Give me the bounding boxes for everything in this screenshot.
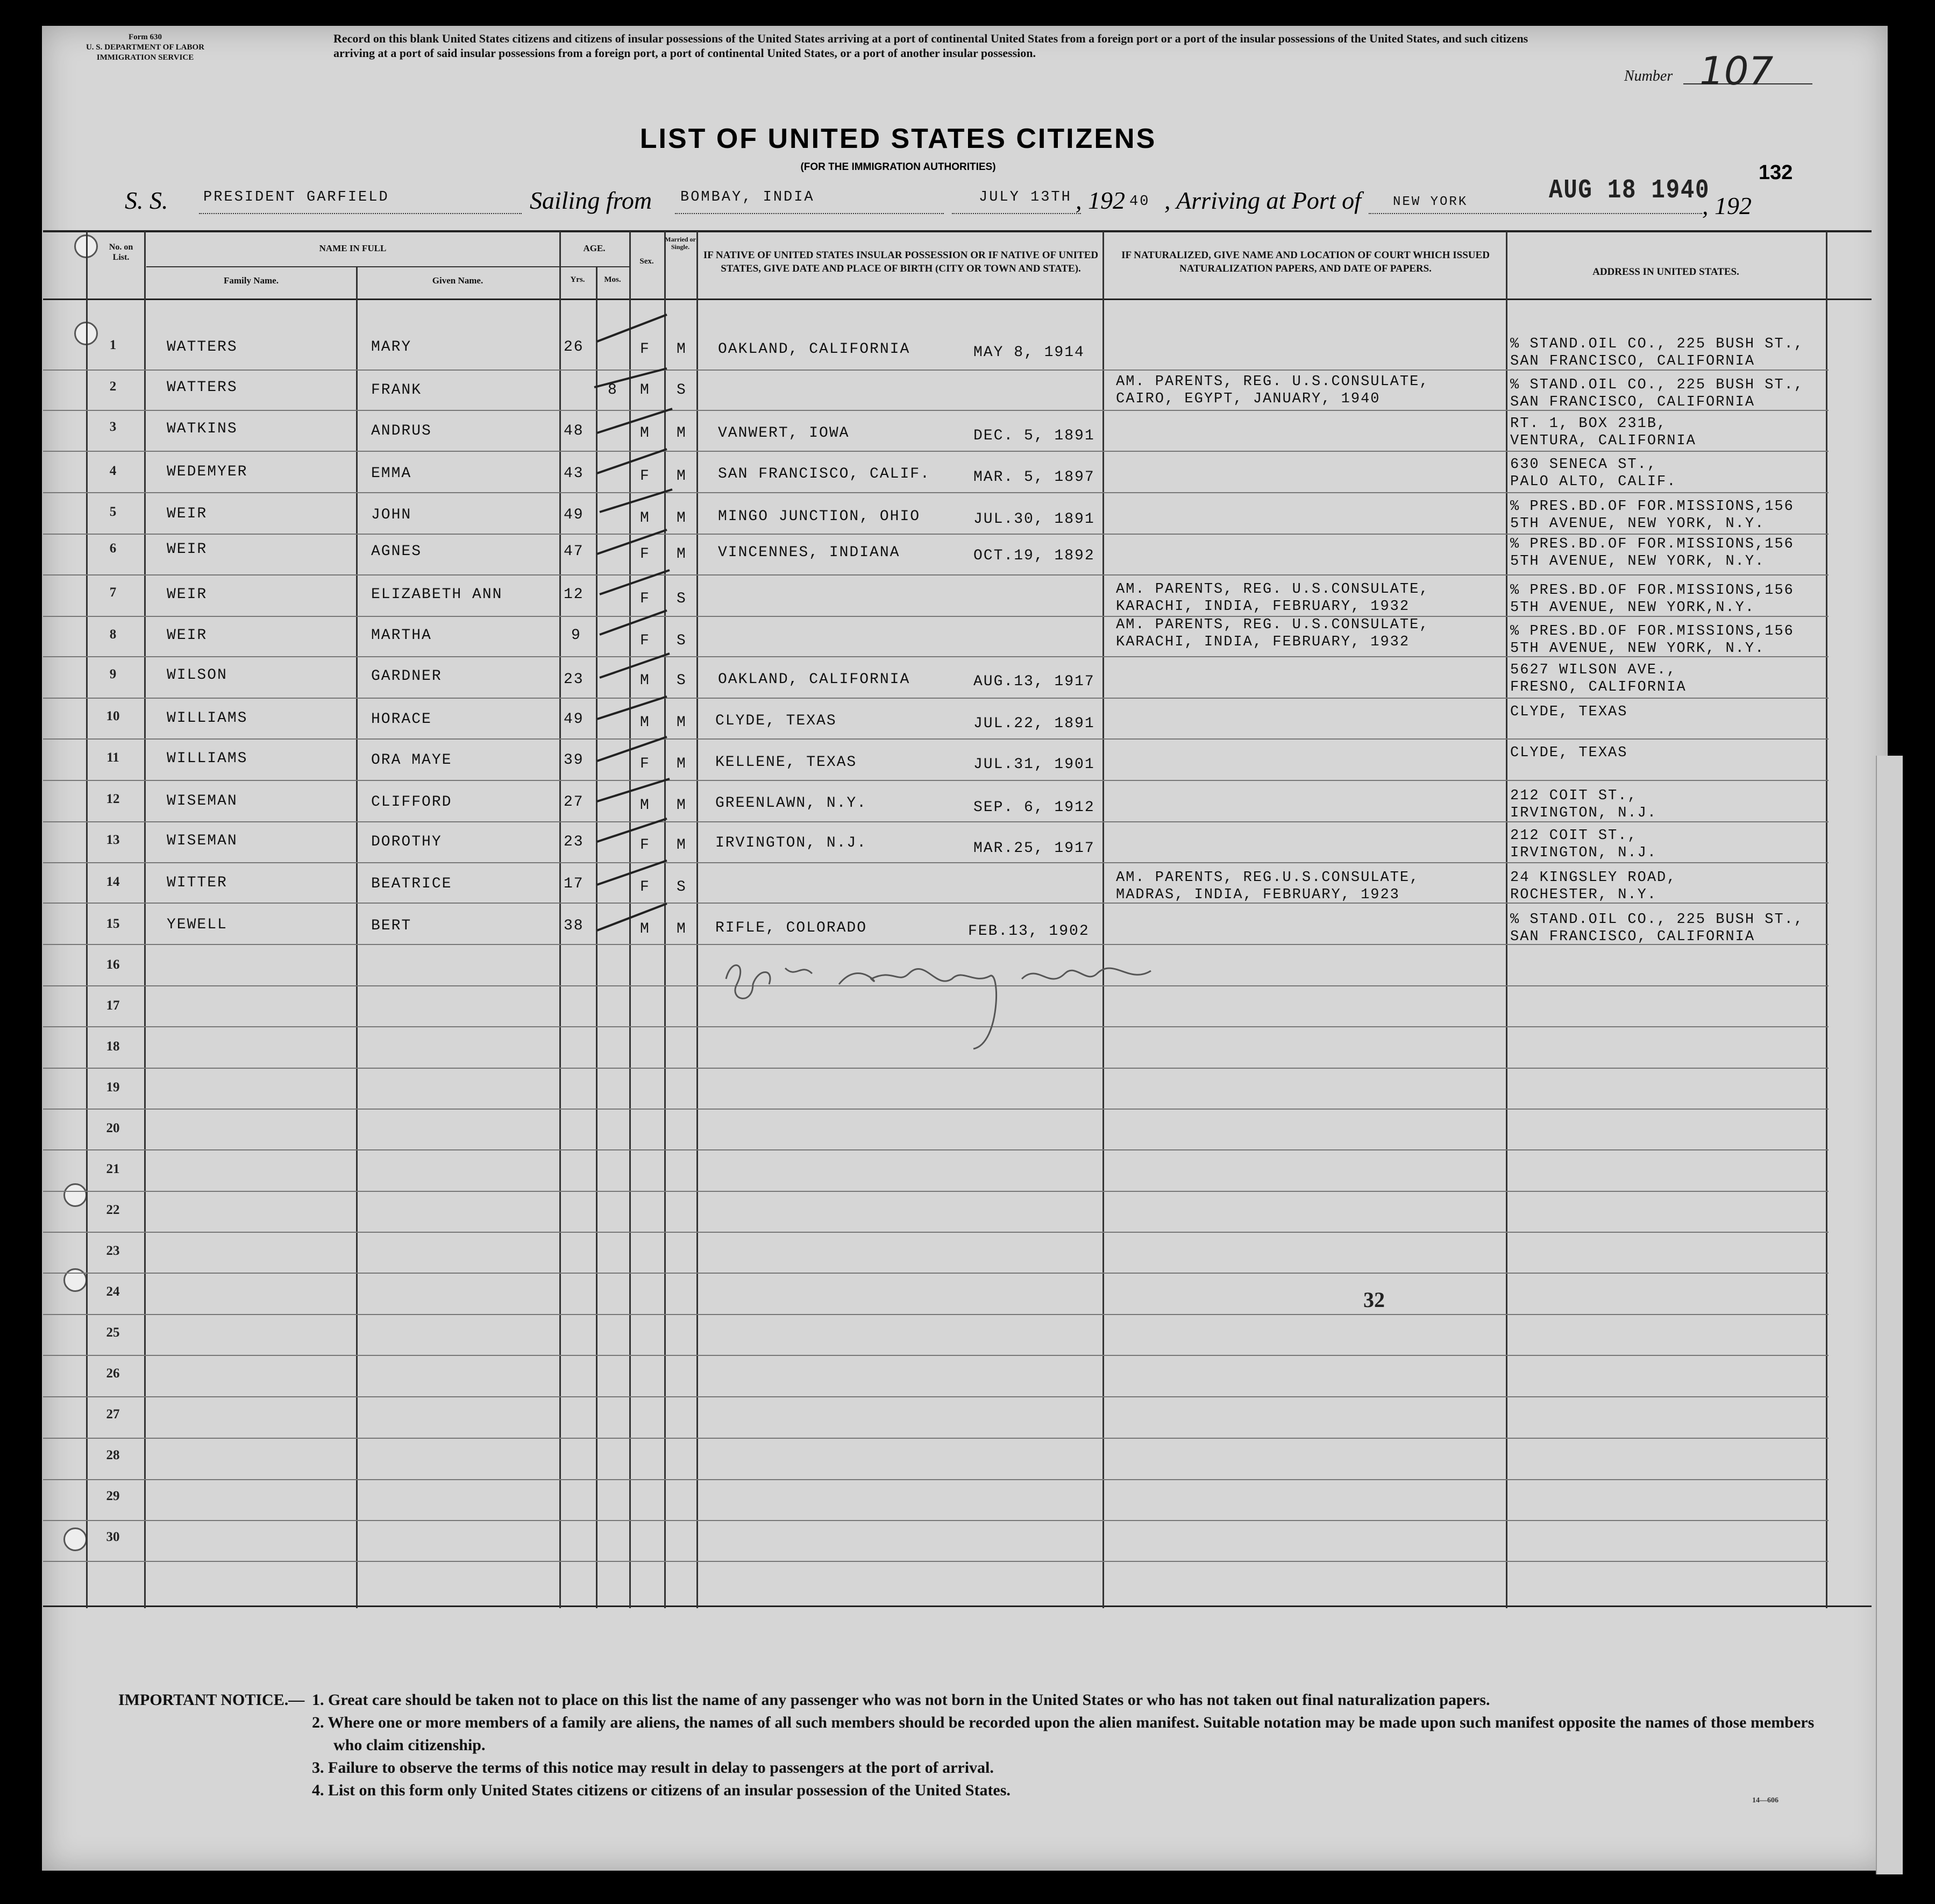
header-name-in-full: NAME IN FULL: [319, 243, 387, 253]
address-line-2: 5TH AVENUE, NEW YORK, N.Y.: [1510, 516, 1765, 532]
row-rule: [43, 1068, 1829, 1069]
row-rule: [43, 1191, 1829, 1192]
sex: M: [640, 797, 650, 814]
given-name: CLIFFORD: [371, 794, 452, 811]
header-birth-info: IF NATIVE OF UNITED STATES INSULAR POSSESSION OR IF NATIVE OF UNITED STATES, GIVE DATE AND PLACE OF BIRTH (CITY OR TOWN AND STATE).: [703, 250, 1099, 274]
family-name: WITTER: [167, 875, 227, 891]
form-number-label: Form 630: [128, 33, 162, 41]
address: [1510, 456, 1676, 491]
header-given-name: Given Name.: [432, 275, 483, 286]
row-rule: [43, 534, 1829, 535]
given-name: ORA MAYE: [371, 752, 452, 769]
birth-date: SEP. 6, 1912: [973, 799, 1095, 816]
arrival-date-stamp: AUG 18 1940: [1549, 175, 1710, 206]
sex: F: [640, 546, 650, 563]
sex: M: [640, 382, 650, 399]
row-number: 12: [106, 792, 120, 806]
row-rule: [43, 1149, 1829, 1150]
address-line-2: 5TH AVENUE, NEW YORK, N.Y.: [1510, 553, 1765, 570]
page-subtitle: (FOR THE IMMIGRATION AUTHORITIES): [800, 161, 996, 173]
year-typed: 40: [1129, 194, 1150, 210]
naturalization-line-1: AM. PARENTS, REG. U.S.CONSULATE,: [1116, 374, 1429, 390]
family-name: WATKINS: [167, 421, 238, 437]
date-line: [952, 213, 1081, 214]
marital-status: M: [677, 341, 687, 358]
row-number: 14: [106, 875, 120, 889]
marital-status: M: [677, 468, 687, 485]
page-title: LIST OF UNITED STATES CITIZENS: [639, 123, 1157, 154]
address-line-1: % PRES.BD.OF FOR.MISSIONS,156: [1510, 582, 1794, 599]
sailing-date: JULY 13TH: [979, 189, 1072, 205]
address-line-1: % PRES.BD.OF FOR.MISSIONS,156: [1510, 623, 1794, 640]
sex: M: [640, 672, 650, 689]
header-sex: Sex.: [639, 257, 654, 266]
arriving-label: , Arriving at Port of: [1164, 187, 1361, 214]
row-rule: [43, 1314, 1829, 1315]
col-line: [1826, 231, 1827, 1608]
address-line-1: % PRES.BD.OF FOR.MISSIONS,156: [1510, 499, 1794, 515]
birth-place: OAKLAND, CALIFORNIA: [718, 671, 910, 688]
punch-hole: [63, 1528, 87, 1551]
sailing-label: Sailing from: [530, 187, 652, 214]
birth-date: DEC. 5, 1891: [973, 428, 1095, 444]
naturalization-line-2: CAIRO, EGYPT, JANUARY, 1940: [1116, 391, 1381, 407]
age-years: 49: [564, 711, 584, 728]
form-instructions: Record on this blank United States citizens and citizens of insular possessions of the United States arriving at a port of continental United States from a foreign port or a port of the insular possessions of the United States, and such citizens arriving at a port of said insular possessions from a foreign port, a port of continental United States, or a port of another insular possession.: [333, 32, 1528, 60]
ss-label: S. S.: [125, 187, 168, 214]
birth-place: IRVINGTON, N.J.: [715, 835, 867, 851]
address: [1510, 336, 1804, 370]
col-line: [559, 231, 561, 1608]
address: [1510, 744, 1627, 762]
address-line-2: IRVINGTON, N.J.: [1510, 845, 1657, 861]
birth-date: FEB.13, 1902: [968, 923, 1090, 940]
row-number: 18: [106, 1039, 120, 1054]
table-top-border: [43, 230, 1872, 232]
col-line: [144, 231, 146, 1608]
header-married-single: Married or Single.: [665, 236, 696, 251]
row-number: 28: [106, 1448, 120, 1462]
family-name: WATTERS: [167, 339, 238, 356]
row-number: 17: [106, 998, 120, 1013]
address: [1510, 911, 1804, 946]
sheet-code: 132: [1759, 161, 1793, 184]
notice-item: 1. Great care should be taken not to place on this list the name of any passenger who was not born in the United States or who has not taken out final naturalization papers.: [312, 1691, 1490, 1709]
sex: F: [640, 879, 650, 896]
header-months: Mos.: [604, 275, 621, 284]
address-line-2: CLYDE, TEXAS: [1510, 704, 1628, 720]
given-name: DOROTHY: [371, 834, 442, 850]
header-years: Yrs.: [570, 275, 585, 284]
row-number: 8: [109, 627, 117, 642]
row-rule: [43, 574, 1829, 576]
row-number: 11: [106, 750, 119, 765]
number-label: Number: [1624, 68, 1673, 84]
family-name: WISEMAN: [167, 793, 238, 809]
ship-name: PRESIDENT GARFIELD: [203, 189, 389, 205]
birth-date: MAY 8, 1914: [973, 344, 1085, 361]
row-rule: [43, 862, 1829, 863]
page-stamp-number: 32: [1363, 1288, 1385, 1312]
given-name: HORACE: [371, 711, 432, 728]
marital-status: S: [677, 633, 687, 649]
sex: M: [640, 510, 650, 527]
row-rule: [43, 698, 1829, 699]
family-name: WILLIAMS: [167, 750, 248, 767]
given-name: JOHN: [371, 507, 412, 523]
row-rule: [43, 1520, 1829, 1521]
row-number: 6: [109, 541, 117, 556]
address-line-1: % PRES.BD.OF FOR.MISSIONS,156: [1510, 536, 1794, 552]
age-months: 8: [608, 382, 618, 399]
address-line-2: 5TH AVENUE, NEW YORK,N.Y.: [1510, 600, 1755, 616]
header-age: AGE.: [583, 243, 606, 253]
age-years: 39: [564, 752, 584, 769]
marital-status: M: [677, 797, 687, 814]
row-number: 24: [106, 1284, 120, 1299]
given-name: GARDNER: [371, 668, 442, 685]
row-number: 5: [109, 505, 117, 519]
row-number: 10: [106, 709, 120, 723]
age-years: 49: [564, 507, 584, 523]
row-number: 1: [109, 338, 117, 352]
arrival-port: NEW YORK: [1393, 195, 1468, 209]
header-bottom-border: [43, 299, 1872, 300]
attached-tab: [1876, 756, 1903, 1874]
address-line-1: 24 KINGSLEY ROAD,: [1510, 870, 1677, 886]
row-number: 4: [109, 464, 117, 478]
address: [1510, 623, 1794, 657]
col-line: [1506, 231, 1507, 1608]
address-line-1: RT. 1, BOX 231B,: [1510, 416, 1667, 432]
row-number: 26: [106, 1366, 120, 1381]
notice-heading: IMPORTANT NOTICE.—: [118, 1691, 305, 1709]
header-family-name: Family Name.: [224, 275, 279, 286]
arrival-line: [1369, 213, 1702, 214]
marital-status: M: [677, 837, 687, 854]
list-number: 107: [1699, 48, 1774, 94]
row-rule: [43, 1355, 1829, 1356]
row-rule: [43, 1561, 1829, 1562]
sex: F: [640, 468, 650, 485]
row-rule: [43, 492, 1829, 493]
row-number: 9: [109, 667, 117, 681]
sex: F: [640, 633, 650, 649]
print-code: 14—606: [1752, 1796, 1779, 1804]
header-naturalization: IF NATURALIZED, GIVE NAME AND LOCATION OF COURT WHICH ISSUED NATURALIZATION PAPERS, AND DATE OF PAPERS.: [1121, 250, 1490, 274]
naturalization-info: [1116, 616, 1429, 651]
age-header-divider: [559, 266, 629, 267]
address: [1510, 415, 1696, 450]
address-line-2: SAN FRANCISCO, CALIFORNIA: [1510, 929, 1755, 945]
row-rule: [43, 1232, 1829, 1233]
birth-date: MAR. 5, 1897: [973, 469, 1095, 486]
col-line: [696, 231, 698, 1608]
departure-line: [675, 213, 944, 214]
birth-place: OAKLAND, CALIFORNIA: [718, 341, 910, 358]
punch-hole: [63, 1183, 87, 1207]
row-rule: [43, 1396, 1829, 1397]
row-rule: [43, 738, 1829, 740]
address-line-1: 212 COIT ST.,: [1510, 788, 1638, 804]
department-name: U. S. DEPARTMENT OF LABOR: [86, 43, 205, 52]
sex: M: [640, 425, 650, 442]
age-years: 48: [564, 423, 584, 439]
family-name: WEDEMYER: [167, 464, 248, 480]
given-name: MARTHA: [371, 627, 432, 644]
row-number: 7: [109, 585, 117, 600]
birth-place: MINGO JUNCTION, OHIO: [718, 508, 921, 525]
row-rule: [43, 1438, 1829, 1439]
family-name: WEIR: [167, 506, 208, 522]
address: [1510, 787, 1657, 822]
marital-status: M: [677, 510, 687, 527]
address-line-1: 630 SENECA ST.,: [1510, 457, 1657, 473]
departure-port: BOMBAY, INDIA: [680, 189, 815, 205]
sex: M: [640, 921, 650, 937]
marital-status: M: [677, 921, 687, 937]
marital-status: S: [677, 672, 687, 689]
header-address: ADDRESS IN UNITED STATES.: [1592, 266, 1739, 278]
birth-date: JUL.30, 1891: [973, 511, 1095, 528]
notice-item: 4. List on this form only United States citizens or citizens of an insular possession of the United States.: [312, 1781, 1011, 1799]
header-no-on-list: No. on List.: [109, 243, 133, 262]
service-name: IMMIGRATION SERVICE: [96, 53, 194, 62]
given-name: BERT: [371, 918, 412, 934]
family-name: WILLIAMS: [167, 710, 248, 727]
naturalization-line-1: AM. PARENTS, REG. U.S.CONSULATE,: [1116, 581, 1429, 598]
birth-date: AUG.13, 1917: [973, 673, 1095, 690]
family-name: WEIR: [167, 627, 208, 644]
address: [1510, 582, 1794, 616]
row-rule: [43, 1479, 1829, 1480]
sex: M: [640, 714, 650, 731]
address: [1510, 662, 1687, 696]
notice-item: 2. Where one or more members of a family are aliens, the names of all such members should be recorded upon the alien manifest. Suitable notation may be made upon such manifest opposite the names of those members who claim citizenship.: [312, 1714, 1815, 1754]
age-years: 23: [564, 671, 584, 688]
naturalization-line-1: AM. PARENTS, REG.U.S.CONSULATE,: [1116, 870, 1420, 886]
family-name: YEWELL: [167, 917, 227, 933]
marital-status: S: [677, 879, 687, 896]
naturalization-line-2: KARACHI, INDIA, FEBRUARY, 1932: [1116, 634, 1410, 650]
birth-place: KELLENE, TEXAS: [715, 754, 857, 771]
birth-place: GREENLAWN, N.Y.: [715, 795, 867, 812]
col-line: [356, 266, 358, 1608]
row-number: 21: [106, 1162, 120, 1176]
naturalization-info: [1116, 581, 1429, 615]
naturalization-info: [1116, 869, 1419, 904]
handwritten-notation: [721, 947, 1167, 1054]
age-years: 27: [564, 794, 584, 811]
address-line-1: % STAND.OIL CO., 225 BUSH ST.,: [1510, 336, 1804, 352]
given-name: EMMA: [371, 465, 412, 482]
address: [1510, 869, 1676, 904]
row-number: 3: [109, 420, 117, 434]
birth-date: MAR.25, 1917: [973, 840, 1095, 857]
age-years: 23: [564, 834, 584, 850]
birth-place: VINCENNES, INDIANA: [718, 544, 900, 561]
sex: F: [640, 341, 650, 358]
family-name: WEIR: [167, 541, 208, 558]
col-line: [86, 231, 88, 1608]
form-issuer: [59, 32, 231, 63]
row-number: 27: [106, 1407, 120, 1422]
age-years: 26: [564, 339, 584, 356]
birth-place: VANWERT, IOWA: [718, 425, 850, 442]
address-line-2: SAN FRANCISCO, CALIFORNIA: [1510, 353, 1755, 370]
row-rule: [43, 1273, 1829, 1274]
age-years: 9: [571, 627, 581, 644]
naturalization-line-2: KARACHI, INDIA, FEBRUARY, 1932: [1116, 599, 1410, 615]
row-number: 19: [106, 1080, 120, 1095]
sex: F: [640, 756, 650, 772]
check-marks: [586, 312, 688, 947]
address-line-1: 5627 WILSON AVE.,: [1510, 662, 1677, 678]
given-name: ELIZABETH ANN: [371, 586, 503, 603]
marital-status: M: [677, 425, 687, 442]
birth-place: SAN FRANCISCO, CALIF.: [718, 466, 930, 482]
row-rule: [43, 451, 1829, 452]
age-years: 12: [564, 586, 584, 603]
table-bottom-border: [43, 1605, 1872, 1607]
row-rule: [43, 780, 1829, 781]
age-years: 47: [564, 543, 584, 560]
birth-date: JUL.22, 1891: [973, 715, 1095, 732]
address-line-2: ROCHESTER, N.Y.: [1510, 887, 1657, 903]
notice-item: 3. Failure to observe the terms of this notice may result in delay to passengers at the port of arrival.: [312, 1759, 994, 1777]
marital-status: M: [677, 546, 687, 563]
year-prefix: , 192: [1076, 187, 1125, 214]
marital-status: S: [677, 591, 687, 607]
ship-line: [199, 213, 522, 214]
row-number: 30: [106, 1530, 120, 1544]
row-rule: [43, 1109, 1829, 1110]
birth-place: RIFLE, COLORADO: [715, 920, 867, 936]
row-number: 29: [106, 1489, 120, 1503]
given-name: MARY: [371, 339, 412, 356]
address-line-2: IRVINGTON, N.J.: [1510, 805, 1657, 821]
family-name: WILSON: [167, 667, 227, 684]
address-line-1: % STAND.OIL CO., 225 BUSH ST.,: [1510, 377, 1804, 393]
name-header-divider: [146, 266, 559, 267]
address: [1510, 704, 1627, 721]
address-line-2: FRESNO, CALIFORNIA: [1510, 679, 1687, 695]
given-name: BEATRICE: [371, 876, 452, 892]
sex: F: [640, 591, 650, 607]
sex: F: [640, 837, 650, 854]
birth-place: CLYDE, TEXAS: [715, 713, 837, 729]
naturalization-line-2: MADRAS, INDIA, FEBRUARY, 1923: [1116, 887, 1400, 903]
col-line: [1102, 231, 1104, 1608]
address: [1510, 536, 1794, 570]
notice-items: [312, 1689, 1839, 1802]
family-name: WEIR: [167, 586, 208, 603]
given-name: FRANK: [371, 382, 422, 399]
marital-status: M: [677, 714, 687, 731]
address-line-1: % STAND.OIL CO., 225 BUSH ST.,: [1510, 912, 1804, 928]
address-line-2: SAN FRANCISCO, CALIFORNIA: [1510, 394, 1755, 410]
given-name: ANDRUS: [371, 423, 432, 439]
address: [1510, 498, 1794, 532]
punch-hole: [63, 1268, 87, 1292]
marital-status: M: [677, 756, 687, 772]
age-years: 17: [564, 876, 584, 892]
marital-status: S: [677, 382, 687, 399]
naturalization-info: [1116, 373, 1429, 408]
family-name: WATTERS: [167, 379, 238, 396]
row-number: 2: [109, 379, 117, 394]
year-suffix: , 192: [1702, 192, 1752, 219]
row-number: 22: [106, 1203, 120, 1217]
row-number: 23: [106, 1244, 120, 1258]
birth-date: OCT.19, 1892: [973, 548, 1095, 564]
address-line-2: CLYDE, TEXAS: [1510, 745, 1628, 761]
naturalization-line-1: AM. PARENTS, REG. U.S.CONSULATE,: [1116, 617, 1429, 633]
address: [1510, 827, 1657, 862]
age-years: 43: [564, 465, 584, 482]
address-line-2: 5TH AVENUE, NEW YORK, N.Y.: [1510, 641, 1765, 657]
family-name: WISEMAN: [167, 833, 238, 849]
row-number: 15: [106, 917, 120, 931]
address: [1510, 376, 1804, 411]
address-line-2: PALO ALTO, CALIF.: [1510, 474, 1677, 490]
row-number: 16: [106, 957, 120, 972]
address-line-2: VENTURA, CALIFORNIA: [1510, 433, 1696, 449]
row-number: 20: [106, 1121, 120, 1135]
birth-date: JUL.31, 1901: [973, 756, 1095, 773]
given-name: AGNES: [371, 543, 422, 560]
age-years: 38: [564, 918, 584, 934]
row-number: 13: [106, 833, 120, 847]
address-line-1: 212 COIT ST.,: [1510, 828, 1638, 844]
row-number: 25: [106, 1325, 120, 1340]
